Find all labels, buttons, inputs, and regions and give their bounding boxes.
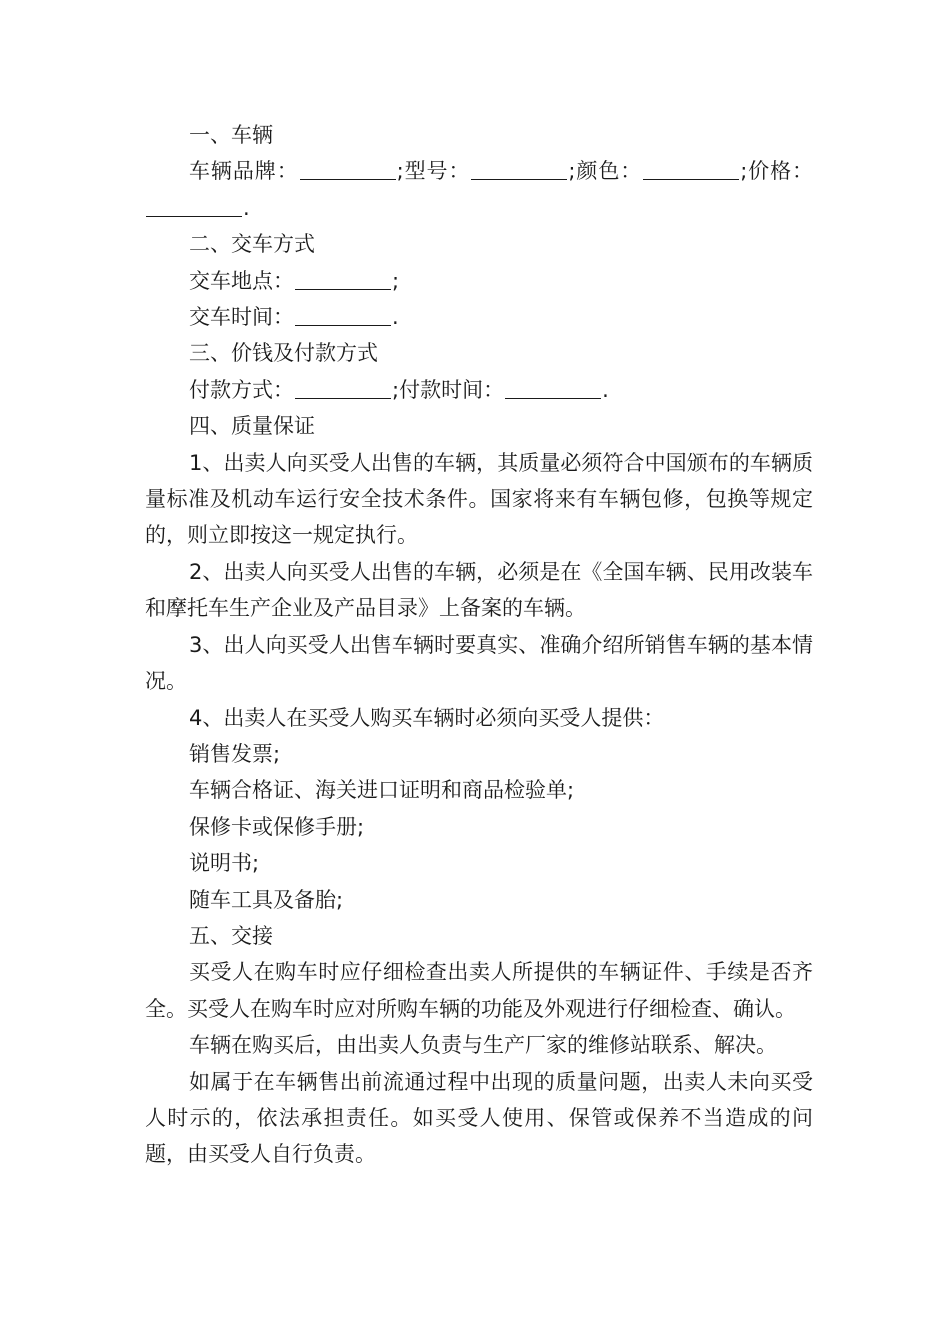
delivery-time-end: . — [392, 305, 399, 330]
payment-line — [145, 372, 813, 408]
section-heading-quality: 四、质量保证 — [189, 414, 315, 439]
delivery-place-label: 交车地点： — [189, 268, 294, 293]
vehicle-info-line — [145, 153, 813, 226]
model-label: ;型号： — [396, 159, 471, 184]
quality-item: 4、出卖人在买受人购买车辆时必须向买受人提供： — [189, 705, 665, 730]
brand-label: 车辆品牌： — [189, 159, 299, 184]
payment-line-end: . — [602, 377, 609, 402]
section-heading-vehicle: 一、车辆 — [189, 123, 273, 147]
section-heading-delivery: 二、交车方式 — [189, 232, 315, 257]
handover-paragraph: 车辆在购买后，由出卖人负责与生产厂家的维修站联系、解决。 — [189, 1033, 777, 1058]
brand-blank[interactable] — [300, 159, 396, 180]
doc-list-item: 说明书; — [189, 851, 260, 876]
quality-item: 3、出人向买受人出售车辆时要真实、准确介绍所销售车辆的基本情况。 — [145, 632, 813, 694]
doc-list-item: 销售发票; — [189, 741, 281, 766]
payment-method-blank[interactable] — [295, 378, 391, 399]
payment-method-label: 付款方式： — [189, 377, 294, 402]
color-blank[interactable] — [643, 159, 739, 180]
doc-list-item: 随车工具及备胎; — [189, 887, 344, 912]
quality-item: 1、出卖人向买受人出售的车辆，其质量必须符合中国颁布的车辆质量标准及机动车运行安全技术条件。国家将来有车辆包修，包换等规定的，则立即按这一规定执行。 — [145, 450, 813, 548]
quality-item: 2、出卖人向买受人出售的车辆，必须是在《全国车辆、民用改装车和摩托车生产企业及产品目录》上备案的车辆。 — [145, 559, 813, 621]
section-heading-payment: 三、价钱及付款方式 — [189, 341, 378, 366]
delivery-place-blank[interactable] — [295, 269, 391, 290]
handover-paragraph: 买受人在购车时应仔细检查出卖人所提供的车辆证件、手续是否齐全。买受人在购车时应对所购车辆的功能及外观进行仔细检查、确认。 — [145, 960, 813, 1021]
payment-time-blank[interactable] — [505, 378, 601, 399]
doc-list-item: 车辆合格证、海关进口证明和商品检验单; — [189, 778, 575, 803]
delivery-time-blank[interactable] — [295, 305, 391, 326]
price-label: ;价格： — [740, 159, 814, 184]
vehicle-line-end: . — [243, 195, 250, 220]
price-blank[interactable] — [146, 196, 242, 217]
delivery-place-end: ; — [392, 268, 400, 293]
delivery-time-label: 交车时间： — [189, 305, 294, 330]
payment-time-label: ;付款时间： — [392, 377, 505, 402]
handover-paragraph: 如属于在车辆售出前流通过程中出现的质量问题，出卖人未向买受人时示的，依法承担责任。如买受人使用、保管或保养不当造成的问题，由买受人自行负责。 — [145, 1069, 813, 1167]
delivery-time-line — [145, 299, 813, 335]
section-heading-handover: 五、交接 — [189, 923, 273, 948]
contract-page — [145, 117, 813, 1173]
color-label: ;颜色： — [568, 159, 643, 184]
delivery-place-line — [145, 263, 813, 299]
doc-list-item: 保修卡或保修手册; — [189, 814, 365, 839]
model-blank[interactable] — [471, 159, 567, 180]
